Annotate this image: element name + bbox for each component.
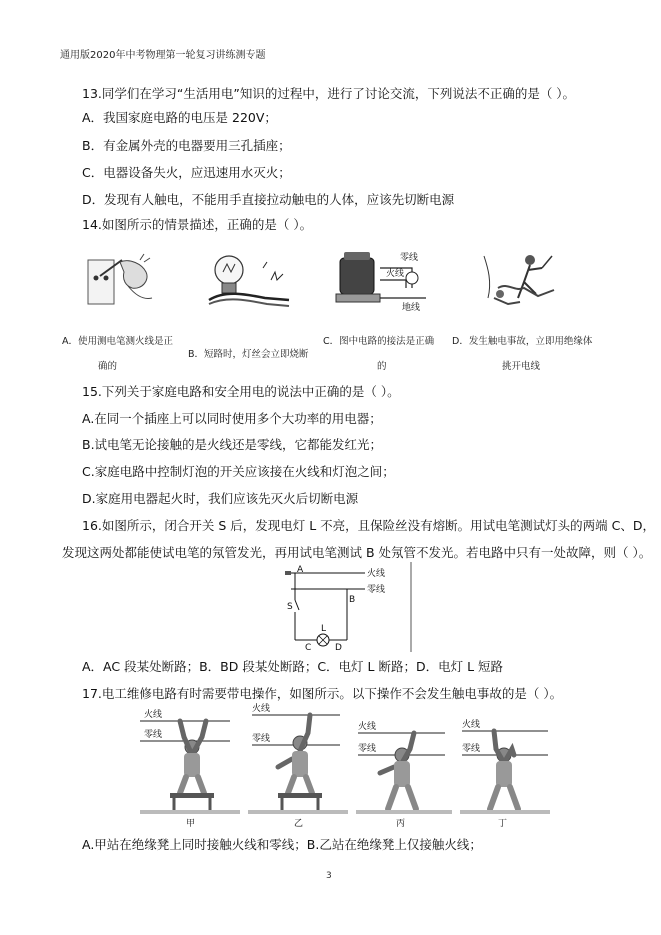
q16-label-a: A <box>297 565 304 575</box>
q17-figure <box>140 703 550 828</box>
q16-stem-line2: 发现这两处都能使试电笔的氖管发光，再用试电笔测试 B 处氖管不发光。若电路中只有一处故障，则（ ）。 <box>62 545 652 560</box>
q17-bing-label-huo: 火线 <box>358 722 377 732</box>
q13-option-b: B．有金属外壳的电器要用三孔插座； <box>82 138 291 153</box>
q17-label-jia: 甲 <box>186 819 196 829</box>
q16-label-ling: 零线 <box>367 585 386 595</box>
q16-label-huo: 火线 <box>367 569 386 579</box>
q17-jia-label-ling: 零线 <box>144 730 163 740</box>
page-number: 3 <box>326 871 332 881</box>
q14-caption-b: B．短路时，灯丝会立即烧断 <box>188 349 309 360</box>
q17-bing-label-ling: 零线 <box>358 744 377 754</box>
q13-option-d: D．发现有人触电，不能用手直接拉动触电的人体，应该先切断电源 <box>82 192 455 207</box>
q16-label-s: S <box>287 602 293 612</box>
q14-caption-c-line1: C．图中电路的接法是正确 <box>323 336 435 347</box>
q17-ding-label-huo: 火线 <box>462 720 481 730</box>
q16-label-d: D <box>335 643 342 653</box>
q14-caption-d-line1: D．发生触电事故，立即用绝缘体 <box>452 336 593 347</box>
q16-options: A．AC 段某处断路；B．BD 段某处断路；C．电灯 L 断路；D．电灯 L 短路 <box>82 659 504 674</box>
q17-person-jia <box>140 708 240 829</box>
q14-caption-c-line2: 的 <box>377 361 387 372</box>
q14-caption-a-line1: A．使用测电笔测火线是正 <box>62 336 173 347</box>
q14-figure-a <box>80 250 160 312</box>
q15-option-b: B.试电笔无论接触的是火线还是零线，它都能发红光； <box>82 437 383 452</box>
q13-stem: 13.同学们在学习“生活用电”知识的过程中，进行了讨论交流，下列说法不正确的是（ ）。 <box>82 86 576 101</box>
q13-option-c: C．电器设备失火，应迅速用水灭火； <box>82 165 291 180</box>
q17-options: A.甲站在绝缘凳上同时接触火线和零线；B.乙站在绝缘凳上仅接触火线； <box>82 837 482 852</box>
q17-person-ding <box>460 718 550 829</box>
q13-option-a: A．我国家庭电路的电压是 220V； <box>82 110 277 125</box>
q16-circuit-diagram <box>285 562 415 652</box>
q14-caption-d-line2: 挑开电线 <box>502 361 541 372</box>
q15-option-d: D.家庭用电器起火时，我们应该先灭火后切断电源 <box>82 491 359 506</box>
q17-person-bing <box>356 720 452 829</box>
q15-stem: 15.下列关于家庭电路和安全用电的说法中正确的是（ ）。 <box>82 384 400 399</box>
q17-ding-label-ling: 零线 <box>462 744 481 754</box>
q14-figure-b <box>205 250 295 312</box>
q17-person-yi <box>248 702 348 829</box>
q14-label-huo: 火线 <box>386 269 405 279</box>
q16-label-c: C <box>305 643 312 653</box>
q17-yi-label-huo: 火线 <box>252 704 271 714</box>
page-header: 通用版2020年中考物理第一轮复习讲练测专题 <box>60 50 266 61</box>
q17-stem: 17.电工维修电路有时需要带电操作，如图所示。以下操作不会发生触电事故的是（ ）。 <box>82 686 563 701</box>
q15-option-c: C.家庭电路中控制灯泡的开关应该接在火线和灯泡之间； <box>82 464 395 479</box>
q14-label-di: 地线 <box>402 303 421 313</box>
q17-label-bing: 丙 <box>396 819 406 829</box>
q17-jia-label-huo: 火线 <box>144 710 163 720</box>
q17-yi-label-ling: 零线 <box>252 734 271 744</box>
q14-caption-a-line2: 确的 <box>98 361 118 372</box>
q17-label-yi: 乙 <box>294 819 304 829</box>
q16-label-l: L <box>321 624 327 634</box>
q14-figure-d <box>478 248 568 314</box>
q16-stem-line1: 16.如图所示，闭合开关 S 后，发现电灯 L 不亮，且保险丝没有熔断。用试电笔测试灯头的两端 C、D， <box>82 518 655 533</box>
q14-figure-c <box>330 246 440 316</box>
q17-label-ding: 丁 <box>498 819 508 829</box>
q15-option-a: A.在同一个插座上可以同时使用多个大功率的用电器； <box>82 411 382 426</box>
q14-label-ling: 零线 <box>400 253 419 263</box>
q14-stem: 14.如图所示的情景描述，正确的是（ ）。 <box>82 217 313 232</box>
q16-label-b: B <box>349 595 356 605</box>
